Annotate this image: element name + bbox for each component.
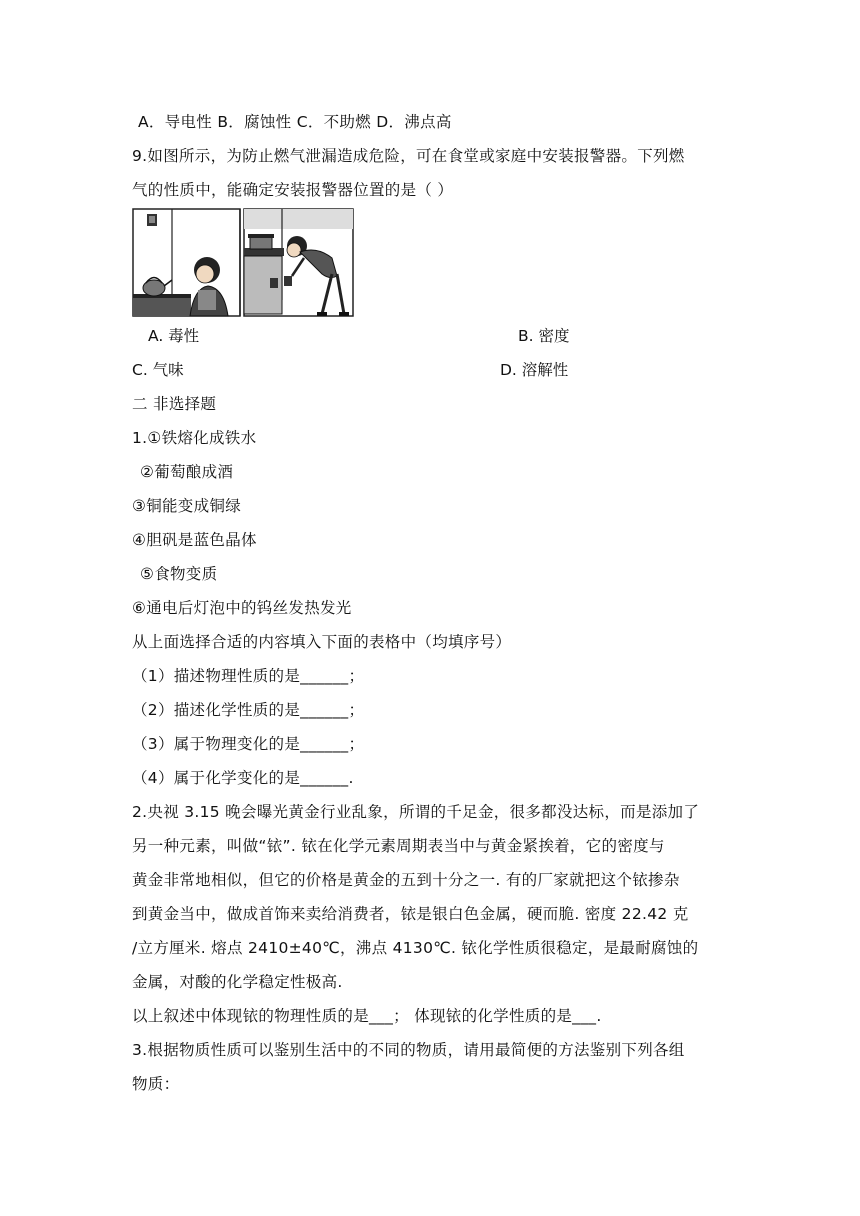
q2-question: 以上叙述中体现铱的物理性质的是___； 体现铱的化学性质的是___. <box>132 1007 602 1025</box>
q2-line-3: 黄金非常地相似，但它的价格是黄金的五到十分之一. 有的厂家就把这个铱掺杂 <box>132 871 680 889</box>
q1-sub-1: （1）描述物理性质的是______； <box>132 667 365 685</box>
q8-options: A．导电性 B．腐蚀性 C．不助燃 D．沸点高 <box>138 113 452 131</box>
q2-line-6: 金属，对酸的化学稳定性极高. <box>132 973 343 991</box>
q9-option-c: C. 气味 <box>132 361 184 379</box>
q2-line-2: 另一种元素，叫做“铱”. 铱在化学元素周期表当中与黄金紧挨着，它的密度与 <box>132 837 665 855</box>
section2-heading: 二 非选择题 <box>132 395 217 413</box>
q3-line-1: 3.根据物质性质可以鉴别生活中的不同的物质，请用最简便的方法鉴别下列各组 <box>132 1041 685 1059</box>
q1-item-1: 1.①铁熔化成铁水 <box>132 429 257 447</box>
q1-item-6: ⑥通电后灯泡中的钨丝发热发光 <box>132 599 352 617</box>
q9-option-d: D. 溶解性 <box>500 361 569 379</box>
q1-item-4: ④胆矾是蓝色晶体 <box>132 531 257 549</box>
q2-line-1: 2.央视 3.15 晚会曝光黄金行业乱象，所谓的千足金，很多都没达标，而是添加了 <box>132 803 700 821</box>
q1-item-3: ③铜能变成铜绿 <box>132 497 241 515</box>
q1-item-5: ⑤食物变质 <box>140 565 218 583</box>
q1-item-2: ②葡萄酿成酒 <box>140 463 234 481</box>
q3-line-2: 物质： <box>132 1075 180 1093</box>
q9-option-a: A. 毒性 <box>148 327 200 345</box>
q1-sub-2: （2）描述化学性质的是______； <box>132 701 365 719</box>
q9-stem-line2: 气的性质中，能确定安装报警器位置的是（ ） <box>132 181 454 199</box>
q2-line-5: /立方厘米. 熔点 2410±40℃，沸点 4130℃. 铱化学性质很稳定，是最耐腐蚀的 <box>132 939 699 957</box>
q9-option-b: B. 密度 <box>518 327 570 345</box>
q1-instruction: 从上面选择合适的内容填入下面的表格中（均填序号） <box>132 633 512 651</box>
q2-line-4: 到黄金当中，做成首饰来卖给消费者，铱是银白色金属，硬而脆. 密度 22.42 克 <box>132 905 689 923</box>
q9-stem-line1: 9.如图所示，为防止燃气泄漏造成危险，可在食堂或家庭中安装报警器。下列燃 <box>132 147 685 165</box>
q1-sub-4: （4）属于化学变化的是______. <box>132 769 354 787</box>
q1-sub-3: （3）属于物理变化的是______； <box>132 735 365 753</box>
gas-alarm-illustration <box>132 208 354 318</box>
